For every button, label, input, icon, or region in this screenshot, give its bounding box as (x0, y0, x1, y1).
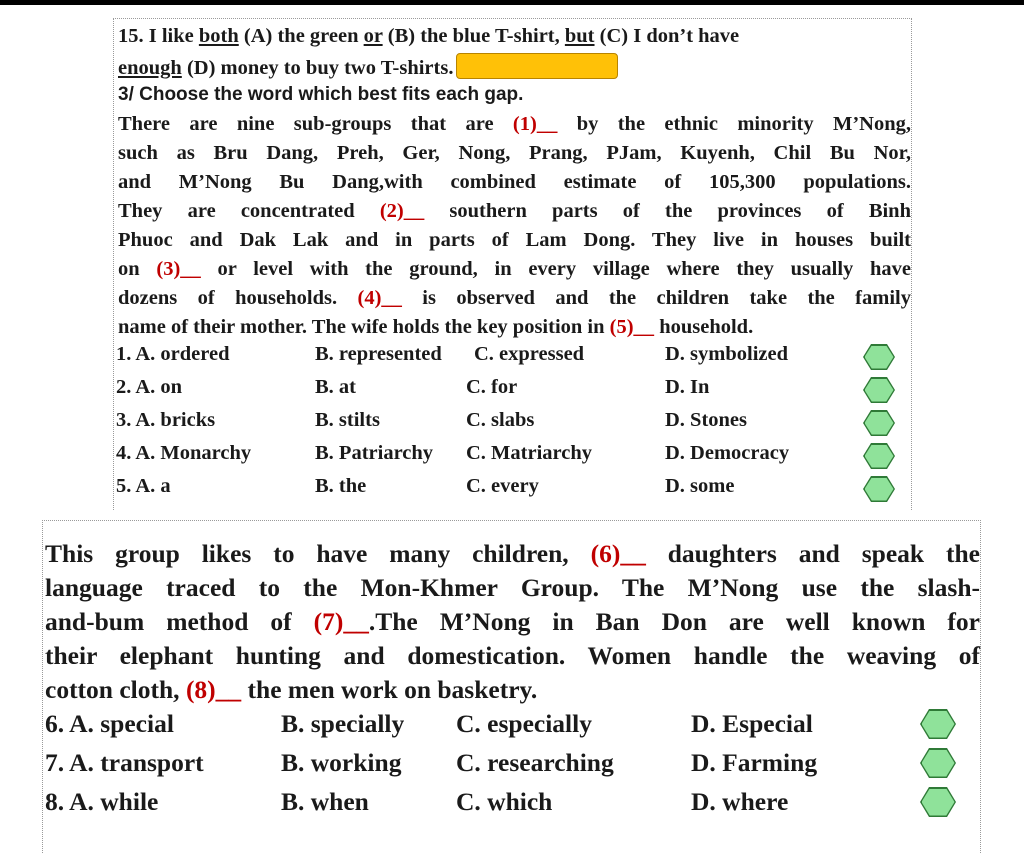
option-3b[interactable]: B. stilts (315, 409, 380, 431)
option-3a[interactable]: 3. A. bricks (116, 409, 216, 431)
question-15-line-2: enough (D) money to buy two T-shirts. (118, 53, 618, 81)
option-7a[interactable]: 7. A. transport (45, 748, 204, 777)
top-border (0, 0, 1024, 5)
option-1c[interactable]: C. expressed (474, 343, 585, 365)
passage-2-line-4: their elephant hunting and domestication. Women handle the weaving of (45, 641, 980, 670)
option-4b[interactable]: B. Patriarchy (315, 442, 434, 464)
gap-4: (4)__ (357, 287, 402, 309)
passage-1-line-2: such as Bru Dang, Preh, Ger, Nong, Prang, PJam, Kuyenh, Chil Bu Nor, (118, 142, 911, 164)
option-2d[interactable]: D. In (665, 376, 710, 398)
answer-hexagon-icon-6[interactable] (920, 709, 956, 739)
answer-hexagon-icon-3[interactable] (863, 410, 895, 436)
answer-hexagon-icon-8[interactable] (920, 787, 956, 817)
option-7d[interactable]: D. Farming (691, 748, 818, 777)
option-5d[interactable]: D. some (665, 475, 735, 497)
answer-hexagon-icon-4[interactable] (863, 443, 895, 469)
option-6d[interactable]: D. Especial (691, 709, 813, 738)
passage-1-line-3: and M’Nong Bu Dang,with combined estimate of 105,300 populations. (118, 171, 911, 193)
option-5a[interactable]: 5. A. a (116, 475, 171, 497)
gap-1: (1)__ (512, 113, 558, 135)
passage-2-line-5: cotton cloth, (8)__ the men work on basketry. (45, 675, 538, 704)
option-7b[interactable]: B. working (281, 748, 402, 777)
passage-1-line-4: They are concentrated (2)__ southern parts of the provinces of Binh (118, 200, 911, 222)
answer-hexagon-icon-2[interactable] (863, 377, 895, 403)
answer-hexagon-icon-5[interactable] (863, 476, 895, 502)
passage-1-line-8: name of their mother. The wife holds the key position in (5)__ household. (118, 316, 754, 338)
passage-1-line-1: There are nine sub-groups that are (1)__ by the ethnic minority M’Nong, (118, 113, 911, 135)
passage-1-line-6: on (3)__ or level with the ground, in every village where they usually have (118, 258, 912, 280)
gap-2: (2)__ (379, 200, 425, 222)
question-15-line-1: 15. I like both (A) the green or (B) the blue T-shirt, but (C) I don’t have (118, 25, 740, 47)
option-7c[interactable]: C. researching (456, 748, 614, 777)
option-2b[interactable]: B. at (315, 376, 356, 398)
option-4d[interactable]: D. Democracy (665, 442, 790, 464)
answer-highlight-box[interactable] (456, 53, 618, 79)
option-8c[interactable]: C. which (456, 787, 553, 816)
option-1d[interactable]: D. symbolized (665, 343, 788, 365)
exercise-panel-1 (113, 18, 912, 510)
option-8a[interactable]: 8. A. while (45, 787, 159, 816)
option-4a[interactable]: 4. A. Monarchy (116, 442, 252, 464)
passage-2-line-2: language traced to the Mon-Khmer Group. The M’Nong use the slash- (45, 573, 980, 602)
option-1b[interactable]: B. represented (315, 343, 442, 365)
answer-hexagon-icon-1[interactable] (863, 344, 895, 370)
answer-hexagon-icon-7[interactable] (920, 748, 956, 778)
gap-5: (5)__ (609, 316, 655, 338)
section-3-title: 3/ Choose the word which best fits each gap. (118, 84, 524, 105)
gap-8: (8)__ (185, 675, 242, 704)
exercise-panel-2 (42, 520, 981, 853)
option-5c[interactable]: C. every (466, 475, 539, 497)
option-3c[interactable]: C. slabs (466, 409, 535, 431)
passage-2-line-1: This group likes to have many children, (6)__ daughters and speak the (45, 539, 980, 568)
gap-3: (3)__ (156, 258, 201, 280)
option-3d[interactable]: D. Stones (665, 409, 748, 431)
option-8b[interactable]: B. when (281, 787, 369, 816)
option-2a[interactable]: 2. A. on (116, 376, 183, 398)
option-2c[interactable]: C. for (466, 376, 518, 398)
option-4c[interactable]: C. Matriarchy (466, 442, 593, 464)
option-6a[interactable]: 6. A. special (45, 709, 174, 738)
passage-1-line-7: dozens of households. (4)__ is observed and the children take the family (118, 287, 911, 309)
option-1a[interactable]: 1. A. ordered (116, 343, 230, 365)
option-8d[interactable]: D. where (691, 787, 789, 816)
gap-6: (6)__ (590, 539, 646, 568)
passage-2-line-3: and-bum method of (7)__.The M’Nong in Ban Don are well known for (45, 607, 980, 636)
option-6c[interactable]: C. especially (456, 709, 592, 738)
option-6b[interactable]: B. specially (281, 709, 405, 738)
option-5b[interactable]: B. the (315, 475, 367, 497)
gap-7: (7)__ (313, 607, 369, 636)
passage-1-line-5: Phuoc and Dak Lak and in parts of Lam Dong. They live in houses built (118, 229, 911, 251)
